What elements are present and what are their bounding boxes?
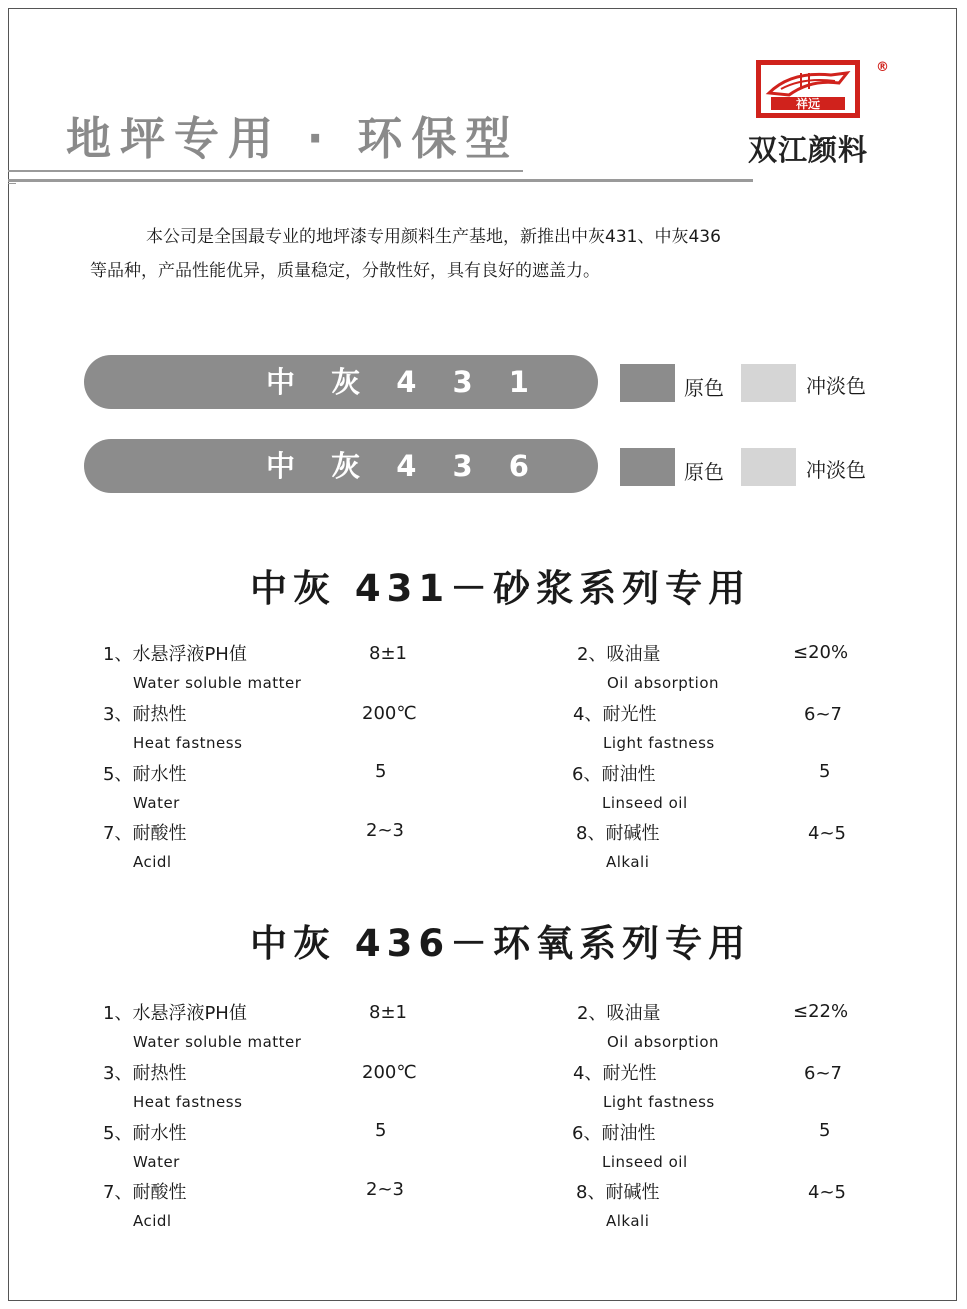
- logo-emblem: [756, 60, 860, 118]
- swatch-original-label-436: 原色: [684, 460, 724, 484]
- property-value: 5: [819, 1120, 831, 1141]
- brand-logo: [748, 58, 893, 168]
- property-value: 5: [375, 761, 387, 782]
- property-en: Light fastness: [603, 734, 715, 752]
- property-cn: 7、耐酸性: [103, 823, 187, 844]
- swatch-tint-label-431: 冲淡色: [806, 374, 866, 398]
- property-light: [573, 700, 715, 752]
- product-pill-436: 中 灰 4 3 6: [84, 439, 598, 493]
- divider-accent: [8, 183, 16, 184]
- property-en: Alkali: [606, 853, 650, 871]
- property-cn: 3、耐热性: [103, 1063, 187, 1084]
- property-en: Acidl: [133, 853, 172, 871]
- logo-swoosh-icon: [761, 65, 855, 113]
- property-value: 2~3: [366, 1179, 404, 1200]
- property-cn: 6、耐油性: [572, 764, 656, 785]
- property-water: [103, 1119, 186, 1171]
- property-cn: 8、耐碱性: [576, 1182, 660, 1203]
- page-title: 地坪专用 · 环保型: [66, 112, 520, 165]
- property-en: Oil absorption: [607, 1033, 720, 1051]
- property-en: Water soluble matter: [133, 1033, 302, 1051]
- swatch-original-431: [620, 364, 675, 402]
- header-divider: [8, 179, 753, 182]
- property-alkali: [576, 1178, 659, 1230]
- property-linseed: [572, 760, 688, 812]
- brand-name: 双江颜料: [748, 133, 869, 167]
- property-cn: 4、耐光性: [573, 704, 657, 725]
- intro-paragraph: [90, 220, 850, 288]
- property-en: Linseed oil: [602, 794, 688, 812]
- property-cn: 6、耐油性: [572, 1123, 656, 1144]
- property-value: 6~7: [804, 704, 842, 725]
- property-cn: 1、水悬浮液PH值: [103, 1003, 247, 1024]
- swatch-original-label-431: 原色: [684, 376, 724, 400]
- property-en: Water: [133, 1153, 180, 1171]
- property-en: Heat fastness: [133, 1093, 243, 1111]
- property-value: 200℃: [362, 703, 417, 724]
- property-en: Oil absorption: [607, 674, 720, 692]
- property-cn: 7、耐酸性: [103, 1182, 187, 1203]
- property-oil-absorption: [577, 640, 719, 692]
- property-en: Linseed oil: [602, 1153, 688, 1171]
- property-value: 5: [375, 1120, 387, 1141]
- intro-line-1: 本公司是全国最专业的地坪漆专用颜料生产基地，新推出中灰431、中灰436: [146, 227, 721, 247]
- property-value: 6~7: [804, 1063, 842, 1084]
- property-ph: [103, 999, 301, 1051]
- property-alkali: [576, 819, 659, 871]
- property-cn: 8、耐碱性: [576, 823, 660, 844]
- property-cn: 3、耐热性: [103, 704, 187, 725]
- property-cn: 2、吸油量: [577, 1003, 661, 1024]
- property-linseed: [572, 1119, 688, 1171]
- property-cn: 5、耐水性: [103, 1123, 187, 1144]
- swatch-original-436: [620, 448, 675, 486]
- property-value: 8±1: [369, 1002, 407, 1023]
- section-title-431: 中灰 431－砂浆系列专用: [250, 567, 752, 610]
- swatch-tint-436: [741, 448, 796, 486]
- property-en: Acidl: [133, 1212, 172, 1230]
- property-acid: [103, 1178, 186, 1230]
- property-value: 4~5: [808, 1182, 846, 1203]
- registered-mark: ®: [876, 60, 889, 75]
- property-value: 8±1: [369, 643, 407, 664]
- property-acid: [103, 819, 186, 871]
- property-value: 5: [819, 761, 831, 782]
- swatch-tint-label-436: 冲淡色: [806, 458, 866, 482]
- property-water: [103, 760, 186, 812]
- property-en: Alkali: [606, 1212, 650, 1230]
- intro-line-2: 等品种，产品性能优异，质量稳定，分散性好，具有良好的遮盖力。: [90, 261, 600, 281]
- property-value: 2~3: [366, 820, 404, 841]
- property-cn: 1、水悬浮液PH值: [103, 644, 247, 665]
- section-title-436: 中灰 436－环氧系列专用: [250, 922, 752, 965]
- swatch-tint-431: [741, 364, 796, 402]
- product-pill-431: 中 灰 4 3 1: [84, 355, 598, 409]
- property-cn: 4、耐光性: [573, 1063, 657, 1084]
- property-cn: 5、耐水性: [103, 764, 187, 785]
- property-en: Water: [133, 794, 180, 812]
- logo-mark-text: 祥远: [795, 97, 821, 111]
- property-en: Light fastness: [603, 1093, 715, 1111]
- property-heat: [103, 700, 242, 752]
- property-ph: [103, 640, 301, 692]
- title-underline: [8, 170, 523, 172]
- property-en: Heat fastness: [133, 734, 243, 752]
- property-value: ≤22%: [793, 1001, 849, 1022]
- property-value: ≤20%: [793, 642, 849, 663]
- property-value: 4~5: [808, 823, 846, 844]
- property-cn: 2、吸油量: [577, 644, 661, 665]
- property-en: Water soluble matter: [133, 674, 302, 692]
- property-heat: [103, 1059, 242, 1111]
- property-light: [573, 1059, 715, 1111]
- property-oil-absorption: [577, 999, 719, 1051]
- property-value: 200℃: [362, 1062, 417, 1083]
